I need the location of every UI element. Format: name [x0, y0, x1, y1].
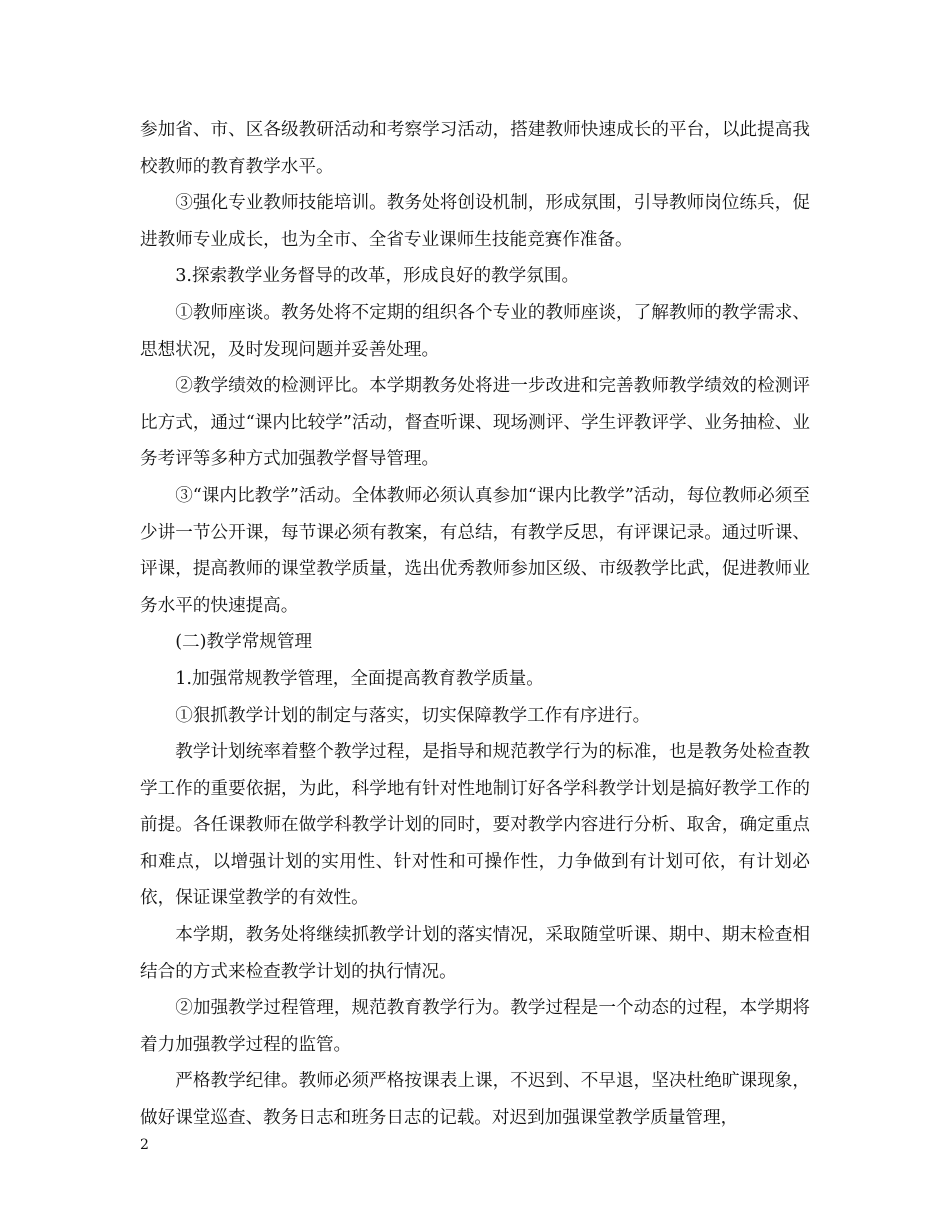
section-heading: 1.加强常规教学管理，全面提高教育教学质量。 [175, 668, 544, 689]
section-heading: (二)教学常规管理 [175, 632, 313, 653]
section-heading: 3.探索教学业务督导的改革，形成良好的教学氛围。 [175, 266, 580, 287]
paragraph: 参加省、市、区各级教研活动和考察学习活动，搭建教师快速成长的平台，以此提高我校教师的教育教学水平。 [140, 120, 810, 177]
paragraph: 严格教学纪律。教师必须严格按课表上课，不迟到、不早退，坚决杜绝旷课现象，做好课堂巡查、教务日志和班务日志的记载。对迟到加强课堂教学质量管理， [140, 1071, 810, 1129]
paragraph: ③“课内比教学”活动。全体教师必须认真参加“课内比教学”活动，每位教师必须至少讲一节公开课，每节课必须有教案，有总结，有教学反思，有评课记录。通过听课、评课，提高教师的课堂教学质量，选出优秀教师参加区级、市级教学比武，促进教师业务水平的快速提高。 [140, 485, 810, 616]
document-body [140, 112, 810, 1137]
paragraph: 本学期，教务处将继续抓教学计划的落实情况，采取随堂听课、期中、期末检查相结合的方式来检查教学计划的执行情况。 [140, 925, 810, 982]
paragraph: ②教学绩效的检测评比。本学期教务处将进一步改进和完善教师教学绩效的检测评比方式，通过“课内比较学”活动，督查听课、现场测评、学生评教评学、业务抽检、业务考评等多种方式加强教学督导管理。 [140, 376, 810, 470]
paragraph: 教学计划统率着整个教学过程，是指导和规范教学行为的标准，也是教务处检查教学工作的重要依据，为此，科学地有针对性地制订好各学科教学计划是搞好教学工作的前提。各任课教师在做学科教学计划的同时，要对教学内容进行分析、取舍，确定重点和难点，以增强计划的实用性、针对性和可操作性，力争做到有计划可依，有计划必依，保证课堂教学的有效性。 [140, 742, 810, 909]
paragraph: ③强化专业教师技能培训。教务处将创设机制，形成氛围，引导教师岗位练兵，促进教师专业成长，也为全市、全省专业课师生技能竞赛作准备。 [140, 193, 810, 250]
page-number: 2 [140, 1137, 149, 1153]
paragraph: ①教师座谈。教务处将不定期的组织各个专业的教师座谈，了解教师的教学需求、思想状况，及时发现问题并妥善处理。 [140, 302, 810, 360]
paragraph: ①狠抓教学计划的制定与落实，切实保障教学工作有序进行。 [175, 705, 651, 726]
paragraph: ②加强教学过程管理，规范教育教学行为。教学过程是一个动态的过程，本学期将着力加强教学过程的监管。 [140, 998, 810, 1055]
